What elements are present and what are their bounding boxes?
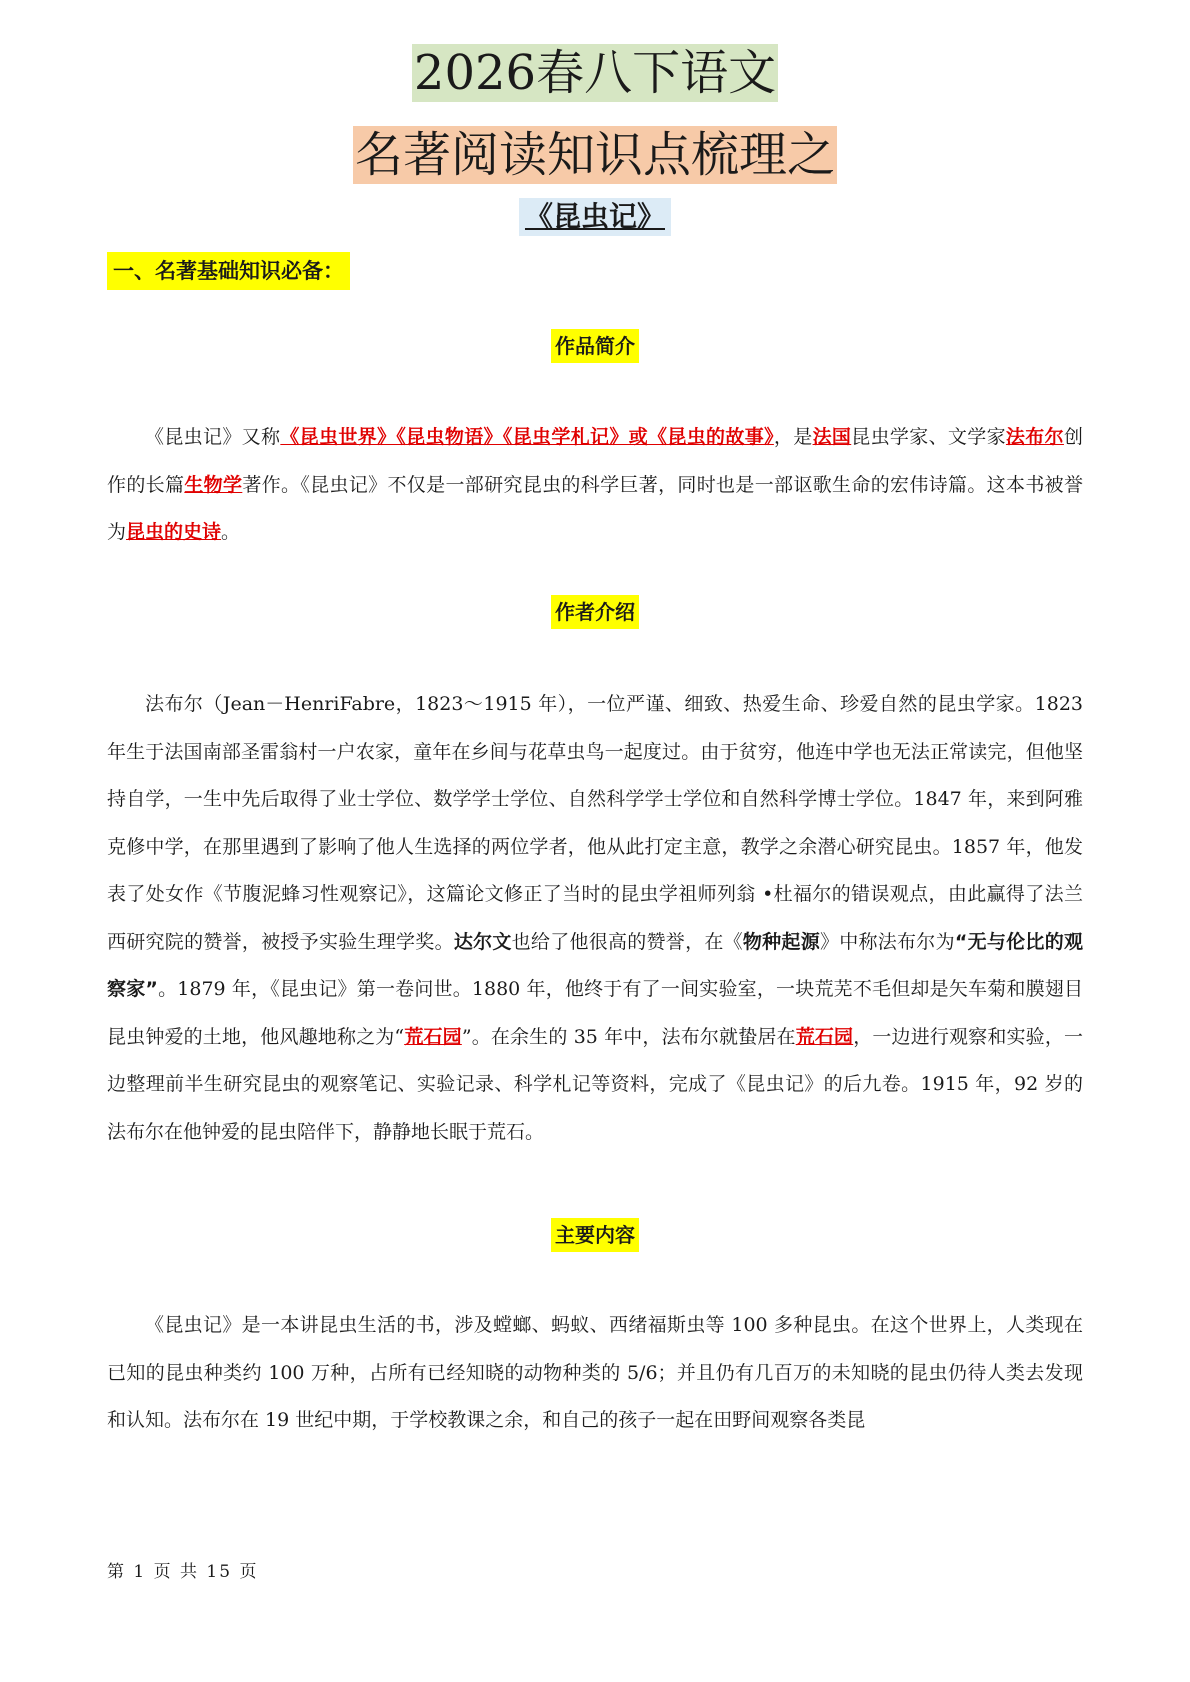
bold-darwin: 达尔文 bbox=[453, 930, 512, 953]
text-run: ，一边进行观察和实验，一边整理前半生研究昆虫的观察笔记、实验记录、科学札记等资料，完成了《昆虫记》的后九卷。1915 年，92 岁的法布尔在他钟爱的昆虫陪伴下，静静地长眠于荒石。 bbox=[107, 1025, 1083, 1143]
text-run: 。 bbox=[221, 521, 241, 543]
text-run: 也给了他很高的赞誉，在《 bbox=[511, 930, 743, 953]
text-run: 法布尔（Jean－HenriFabre，1823～1915 年），一位严谨、细致、热爱生命、珍爱自然的昆虫学家。1823 年生于法国南部圣雷翁村一户农家，童年在乡间与花草虫鸟一起度过。由于贫穷，他连中学也无法正常读完，但他坚持自学，一生中先后取得了业士学位、数学学士学位、自然科学学士学位和自然科学博士学位。1847 年，来到阿雅克修中学，在那里遇到了影响了他人生选择的两位学者，他从此打定主意，教学之余潜心研究昆虫。1857 年，他发表了处女作《节腹泥蜂习性观察记》，这篇论文修正了当时的昆虫学祖师列翁 •杜福尔的错误观点，由此赢得了法兰西研究院的赞誉，被授予实验生理学奖。 bbox=[107, 693, 1083, 953]
subheading-content-wrap bbox=[0, 1218, 1190, 1252]
book-title: 《昆虫记》 bbox=[519, 198, 671, 236]
bold-origin-species: 物种起源 bbox=[742, 930, 820, 953]
subheading-intro: 作品简介 bbox=[551, 329, 639, 363]
subheading-author: 作者介绍 bbox=[551, 595, 639, 629]
highlight-harmas-2: 荒石园 bbox=[795, 1025, 854, 1048]
bold-observer-quote: “无与伦比的观察家” bbox=[107, 930, 1083, 1000]
author-paragraph bbox=[107, 681, 1083, 1156]
highlight-epithet: 昆虫的史诗 bbox=[126, 521, 222, 543]
title-main: 2026春八下语文 bbox=[413, 45, 777, 101]
highlight-country: 法国 bbox=[812, 426, 852, 448]
content-paragraph: 《昆虫记》是一本讲昆虫生活的书，涉及螳螂、蚂蚁、西绪福斯虫等 100 多种昆虫。在这个世界上，人类现在已知的昆虫种类约 100 万种，占所有已经知晓的动物种类的 5/6；并且仍有几百万的未知晓的昆虫仍待人类去发现和认知。法布尔在 19 世纪中期，于学校教课之余，和自己的孩子一起在田野间观察各类昆 bbox=[107, 1314, 1083, 1431]
highlight-genre: 生物学 bbox=[184, 473, 243, 496]
title-sub: 名著阅读知识点梳理之 bbox=[354, 127, 835, 183]
text-run: 《昆虫记》又称 bbox=[145, 426, 281, 448]
text-run: 创作的长篇 bbox=[107, 426, 1083, 496]
subheading-author-wrap bbox=[0, 595, 1190, 629]
text-run: ，是 bbox=[773, 426, 813, 448]
text-run: 昆虫学家、文学家 bbox=[851, 426, 1006, 448]
title-line-3 bbox=[0, 198, 1190, 236]
highlight-author: 法布尔 bbox=[1005, 426, 1064, 448]
text-run: 著作。《昆虫记》不仅是一部研究昆虫的科学巨著，同时也是一部讴歌生命的宏伟诗篇。这本书被誉为 bbox=[107, 473, 1083, 543]
text-run: ”。在余生的 35 年中，法布尔就蛰居在 bbox=[461, 1025, 796, 1048]
text-run: 》中称法布尔为 bbox=[819, 930, 955, 953]
highlight-alt-titles: 《昆虫世界》《昆虫物语》《昆虫学札记》或《昆虫的故事》 bbox=[280, 426, 774, 448]
highlight-harmas: 荒石园 bbox=[404, 1025, 462, 1048]
subheading-intro-wrap bbox=[0, 329, 1190, 363]
page-footer: 第 1 页 共 15 页 bbox=[107, 1562, 259, 1582]
text-run: 。1879 年，《昆虫记》第一卷问世。1880 年，他终于有了一间实验室，一块荒芜不毛但却是矢车菊和膜翅目昆虫钟爱的土地，他风趣地称之为“ bbox=[107, 978, 1083, 1048]
intro-paragraph bbox=[107, 414, 1083, 557]
subheading-content: 主要内容 bbox=[551, 1218, 639, 1252]
title-line-1 bbox=[0, 44, 1190, 102]
section-heading-basics: 一、名著基础知识必备： bbox=[107, 252, 350, 290]
title-line-2 bbox=[0, 126, 1190, 184]
